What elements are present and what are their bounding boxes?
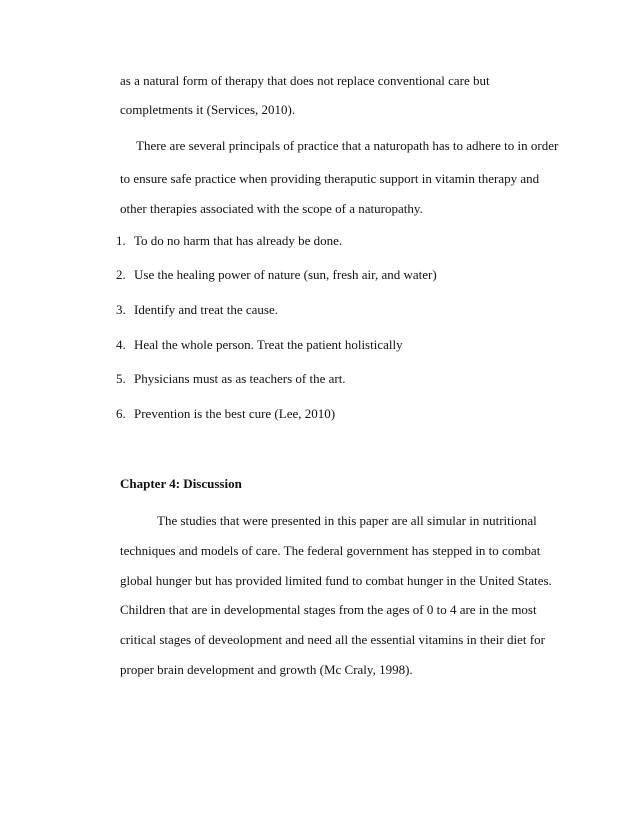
chapter-heading: Chapter 4: Discussion xyxy=(120,476,242,491)
list-number: 2. xyxy=(116,267,126,282)
list-text: Prevention is the best cure (Lee, 2010) xyxy=(134,406,336,421)
list-number: 1. xyxy=(116,233,126,248)
paragraph-line: proper brain development and growth (Mc Craly, 1998). xyxy=(120,662,413,677)
list-number: 5. xyxy=(116,371,126,386)
paragraph-line: other therapies associated with the scope of a naturopathy. xyxy=(120,201,423,216)
list-item xyxy=(116,302,576,318)
list-text: To do no harm that has already be done. xyxy=(134,233,343,248)
list-text: Identify and treat the cause. xyxy=(134,302,279,317)
list-item xyxy=(116,233,576,249)
paragraph-line: global hunger but has provided limited fund to combat hunger in the United States. xyxy=(120,573,552,588)
paragraph-line: to ensure safe practice when providing theraputic support in vitamin therapy and xyxy=(120,171,540,186)
list-text: Physicians must as as teachers of the art. xyxy=(134,371,346,386)
list-item xyxy=(116,371,576,387)
paragraph-line: Children that are in developmental stages from the ages of 0 to 4 are in the most xyxy=(120,602,537,617)
list-item xyxy=(116,337,576,353)
paragraph-line: There are several principals of practice that a naturopath has to adhere to in order xyxy=(136,138,559,153)
list-item xyxy=(116,406,576,422)
list-number: 4. xyxy=(116,337,126,352)
paragraph-line: techniques and models of care. The federal government has stepped in to combat xyxy=(120,543,541,558)
paragraph-line: The studies that were presented in this paper are all simular in nutritional xyxy=(157,513,537,528)
paragraph-line: critical stages of deveolopment and need all the essential vitamins in their diet for xyxy=(120,632,545,647)
paragraph-line: as a natural form of therapy that does not replace conventional care but xyxy=(120,73,490,88)
list-text: Heal the whole person. Treat the patient holistically xyxy=(134,337,403,352)
list-number: 3. xyxy=(116,302,126,317)
list-item xyxy=(116,267,576,283)
paragraph-line: completments it (Services, 2010). xyxy=(120,102,296,117)
list-number: 6. xyxy=(116,406,126,421)
list-text: Use the healing power of nature (sun, fresh air, and water) xyxy=(134,267,437,282)
